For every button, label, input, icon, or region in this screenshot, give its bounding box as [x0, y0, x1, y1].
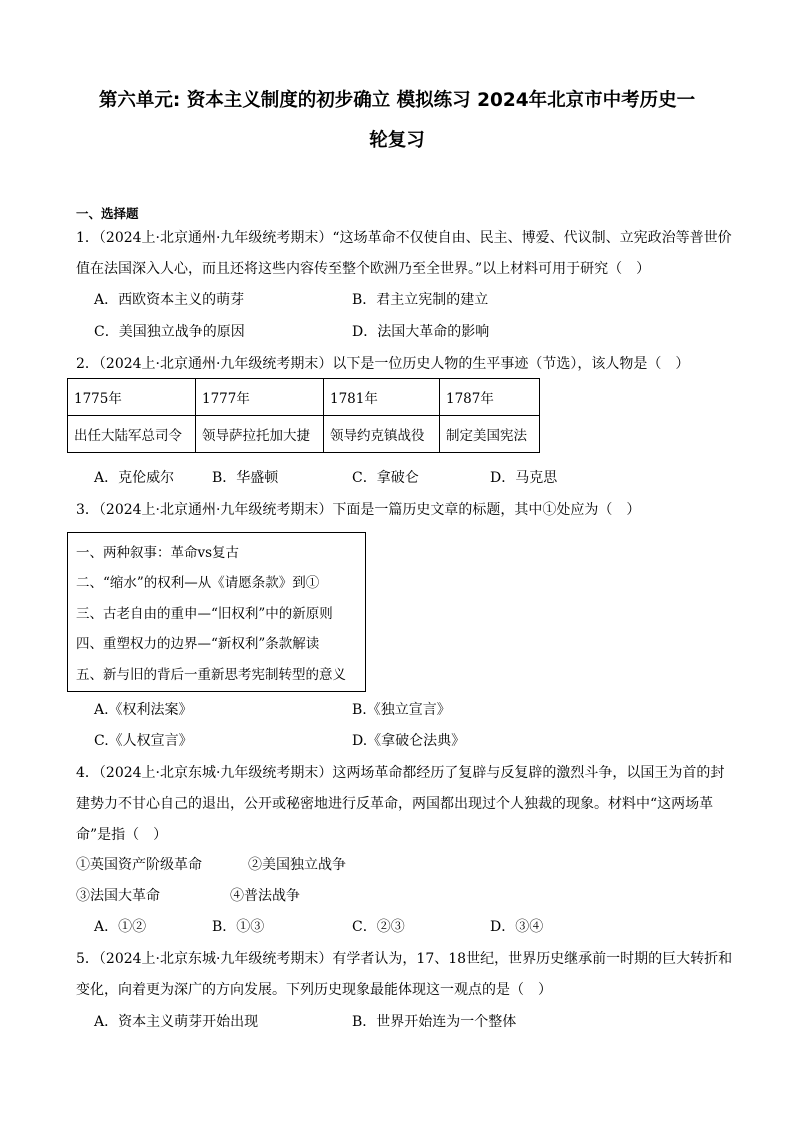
table-cell: 1781年	[324, 379, 440, 416]
q5-stem-line2: 变化，向着更为深广的方向发展。下列历史现象最能体现这一观点的是（ ）	[76, 982, 552, 998]
page-title-line1: 第六单元: 资本主义制度的初步确立 模拟练习 2024年北京市中考历史一	[98, 90, 696, 111]
q5-stem-line1: 5．（2024上·北京东城·九年级统考期末）有学者认为，17、18世纪，世界历史继承前一时期的巨大转折和	[76, 951, 733, 967]
table-cell: 1787年	[440, 379, 540, 416]
section-heading: 一、选择题	[76, 206, 139, 221]
q1-option-c[interactable]: C．美国独立战争的原因	[94, 324, 245, 340]
q5-option-b[interactable]: B．世界开始连为一个整体	[352, 1014, 517, 1030]
q4-stem-line3: 命”是指（ ）	[76, 827, 168, 843]
q3-option-d[interactable]: D.《拿破仑法典》	[352, 733, 466, 749]
q3-outline-item: 二、“缩水”的权利—从《请愿条款》到①	[76, 575, 320, 591]
table-cell: 出任大陆军总司令	[68, 416, 196, 453]
q2-option-c[interactable]: C．拿破仑	[352, 470, 419, 486]
q4-stem-line1: 4．（2024上·北京东城·九年级统考期末）这两场革命都经历了复辟与反复辟的激烈斗争，以国王为首的封	[76, 765, 725, 781]
page-title-line2: 轮复习	[369, 130, 425, 151]
q4-item-1: ①英国资产阶级革命	[76, 857, 202, 873]
q3-outline-item: 一、两种叙事：革命vs复古	[76, 545, 240, 561]
table-cell: 领导萨拉托加大捷	[196, 416, 324, 453]
table-row	[68, 379, 540, 416]
q3-outline-item: 四、重塑权力的边界—“新权利”条款解读	[76, 636, 320, 652]
q3-outline-box	[67, 532, 366, 692]
table-cell: 领导约克镇战役	[324, 416, 440, 453]
table-cell: 1777年	[196, 379, 324, 416]
q4-item-3: ③法国大革命	[76, 888, 160, 904]
q4-option-a[interactable]: A．①②	[94, 919, 147, 935]
q2-stem-line1: 2．（2024上·北京通州·九年级统考期末）以下是一位历史人物的生平事迹（节选），该人物是（ ）	[76, 356, 690, 372]
q4-item-4: ④普法战争	[230, 888, 300, 904]
q4-option-d[interactable]: D．③④	[490, 919, 544, 935]
q3-option-b[interactable]: B.《独立宣言》	[352, 702, 451, 718]
q1-option-d[interactable]: D．法国大革命的影响	[352, 324, 490, 340]
table-cell: 制定美国宪法	[440, 416, 540, 453]
q5-option-a[interactable]: A．资本主义萌芽开始出现	[94, 1014, 259, 1030]
q3-stem-line1: 3．（2024上·北京通州·九年级统考期末）下面是一篇历史文章的标题，其中①处应为（ ）	[76, 502, 641, 518]
q4-option-c[interactable]: C．②③	[352, 919, 405, 935]
q1-option-a[interactable]: A．西欧资本主义的萌芽	[94, 292, 245, 308]
q3-option-c[interactable]: C.《人权宣言》	[94, 733, 193, 749]
q2-option-a[interactable]: A．克伦威尔	[94, 470, 175, 486]
q3-outline-item: 三、古老自由的重申—“旧权利”中的新原则	[76, 606, 333, 622]
table-cell: 1775年	[68, 379, 196, 416]
q1-stem-line1: 1．（2024上·北京通州·九年级统考期末）“这场革命不仅使自由、民主、博爱、代议制、立宪政治等普世价	[76, 230, 732, 246]
q2-timeline-table	[67, 378, 540, 453]
q1-option-b[interactable]: B．君主立宪制的建立	[352, 292, 489, 308]
q3-option-a[interactable]: A.《权利法案》	[94, 702, 193, 718]
q4-stem-line2: 建势力不甘心自己的退出，公开或秘密地进行反革命，两国都出现过个人独裁的现象。材料中“这两场革	[76, 796, 714, 812]
q2-option-d[interactable]: D．马克思	[490, 470, 558, 486]
q3-outline-item: 五、新与旧的背后一重新思考宪制转型的意义	[76, 667, 346, 683]
q4-item-2: ②美国独立战争	[248, 857, 346, 873]
q2-option-b[interactable]: B．华盛顿	[212, 470, 279, 486]
table-row	[68, 416, 540, 453]
q4-option-b[interactable]: B．①③	[212, 919, 265, 935]
q1-stem-line2: 值在法国深入人心，而且还将这些内容传至整个欧洲乃至全世界。”以上材料可用于研究（ ）	[76, 261, 651, 277]
